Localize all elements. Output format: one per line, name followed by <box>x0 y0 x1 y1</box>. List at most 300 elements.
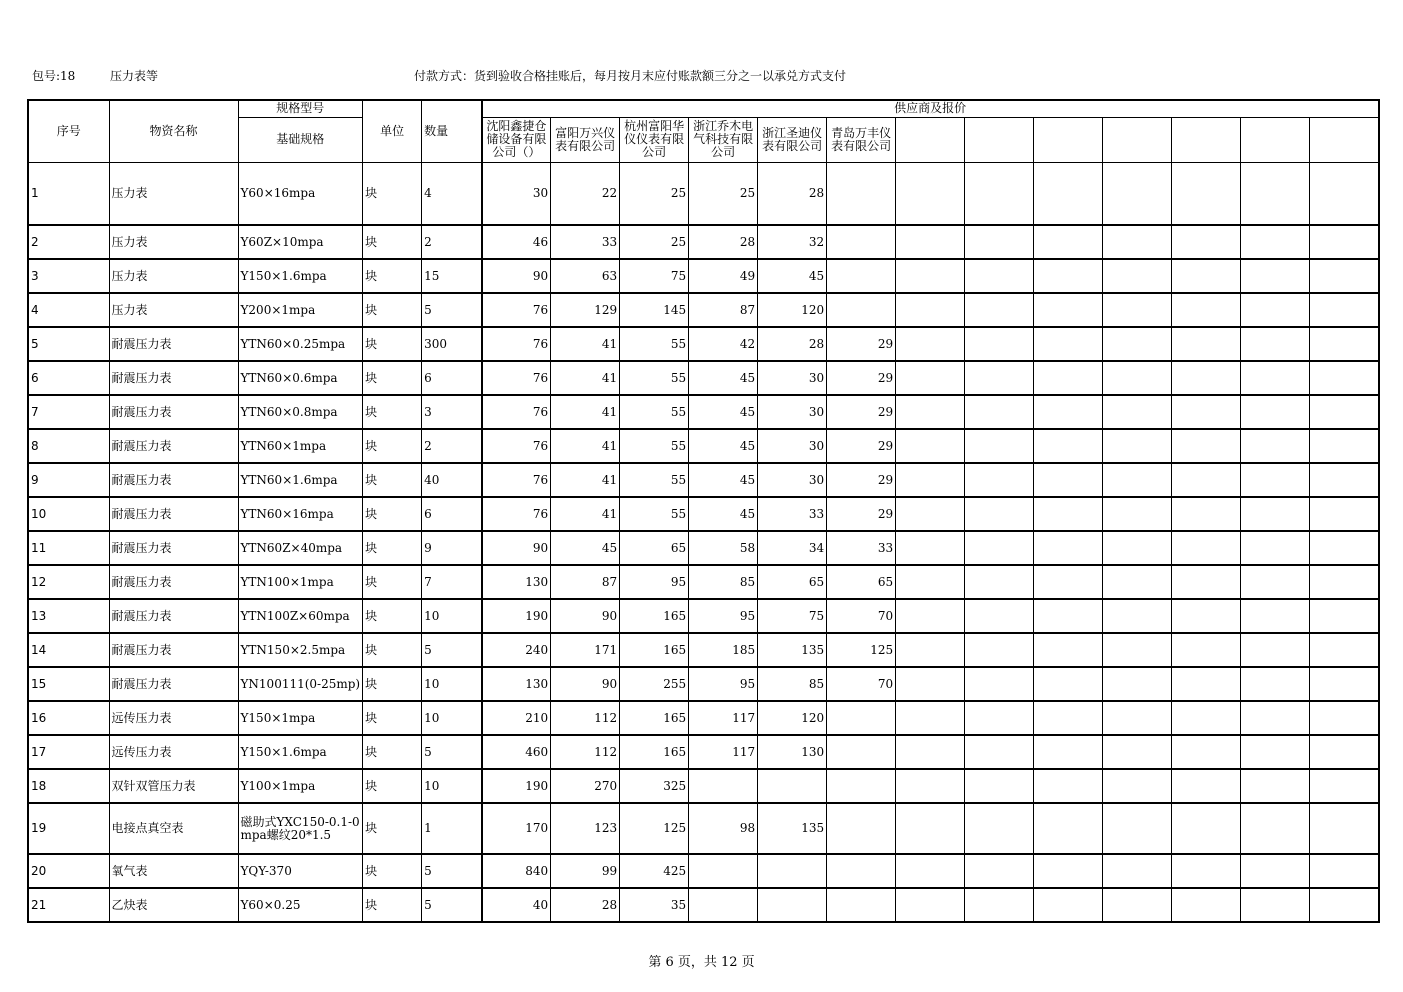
item-qty: 10 <box>422 701 482 735</box>
price-cell <box>896 395 965 429</box>
price-cell: 145 <box>620 293 689 327</box>
item-name: 耐震压力表 <box>109 531 238 565</box>
item-name: 远传压力表 <box>109 701 238 735</box>
price-cell: 112 <box>551 735 620 769</box>
price-cell <box>965 599 1034 633</box>
price-cell <box>1241 888 1310 922</box>
price-cell <box>1103 769 1172 803</box>
price-cell <box>965 395 1034 429</box>
price-cell <box>1034 327 1103 361</box>
item-spec: 磁助式YXC150-0.1-0mpa螺纹20*1.5 <box>238 803 363 854</box>
item-unit: 块 <box>363 531 422 565</box>
item-unit: 块 <box>363 735 422 769</box>
price-cell: 41 <box>551 429 620 463</box>
price-cell <box>1103 701 1172 735</box>
price-cell: 30 <box>482 162 551 225</box>
col-header-spec-group: 规格型号 <box>238 100 363 117</box>
price-cell <box>1103 225 1172 259</box>
price-cell <box>1241 497 1310 531</box>
price-cell <box>1172 769 1241 803</box>
item-qty: 4 <box>422 162 482 225</box>
price-cell <box>1241 633 1310 667</box>
price-cell <box>965 531 1034 565</box>
price-cell <box>965 463 1034 497</box>
item-qty: 6 <box>422 361 482 395</box>
row-index: 7 <box>28 395 109 429</box>
price-cell <box>1172 599 1241 633</box>
price-cell <box>827 225 896 259</box>
price-cell: 255 <box>620 667 689 701</box>
item-name: 压力表 <box>109 293 238 327</box>
table-row <box>28 361 1379 395</box>
price-cell: 41 <box>551 463 620 497</box>
item-name: 耐震压力表 <box>109 463 238 497</box>
price-cell <box>965 259 1034 293</box>
table-row <box>28 327 1379 361</box>
price-cell <box>689 888 758 922</box>
price-cell <box>1103 463 1172 497</box>
price-cell: 165 <box>620 599 689 633</box>
price-cell <box>1310 701 1379 735</box>
price-cell: 45 <box>689 429 758 463</box>
item-unit: 块 <box>363 259 422 293</box>
table-row <box>28 888 1379 922</box>
price-cell <box>1241 429 1310 463</box>
price-cell: 45 <box>689 463 758 497</box>
price-cell <box>1172 854 1241 888</box>
item-unit: 块 <box>363 162 422 225</box>
price-cell: 45 <box>689 361 758 395</box>
price-cell: 90 <box>551 667 620 701</box>
price-cell: 76 <box>482 429 551 463</box>
supplier-header <box>1310 117 1379 162</box>
price-cell: 30 <box>758 429 827 463</box>
price-cell: 90 <box>551 599 620 633</box>
price-cell: 840 <box>482 854 551 888</box>
item-qty: 2 <box>422 225 482 259</box>
row-index: 13 <box>28 599 109 633</box>
price-cell <box>1172 803 1241 854</box>
price-cell <box>896 497 965 531</box>
table-row <box>28 395 1379 429</box>
price-cell <box>965 888 1034 922</box>
price-cell <box>1310 497 1379 531</box>
price-cell <box>896 162 965 225</box>
item-unit: 块 <box>363 565 422 599</box>
item-qty: 6 <box>422 497 482 531</box>
price-cell <box>1310 854 1379 888</box>
quotation-table <box>27 99 1380 923</box>
price-cell <box>1241 361 1310 395</box>
price-cell: 40 <box>482 888 551 922</box>
row-index: 10 <box>28 497 109 531</box>
price-cell <box>1172 395 1241 429</box>
col-header-suppliers: 供应商及报价 <box>482 100 1379 117</box>
item-unit: 块 <box>363 803 422 854</box>
price-cell <box>1241 327 1310 361</box>
row-index: 6 <box>28 361 109 395</box>
price-cell: 33 <box>827 531 896 565</box>
item-qty: 2 <box>422 429 482 463</box>
table-row <box>28 769 1379 803</box>
price-cell: 165 <box>620 633 689 667</box>
price-cell <box>1103 803 1172 854</box>
price-cell <box>827 803 896 854</box>
price-cell: 185 <box>689 633 758 667</box>
package-number: 包号:18 <box>32 69 76 83</box>
price-cell <box>1103 259 1172 293</box>
table-row <box>28 463 1379 497</box>
item-name: 耐震压力表 <box>109 599 238 633</box>
price-cell <box>1103 293 1172 327</box>
row-index: 15 <box>28 667 109 701</box>
price-cell: 42 <box>689 327 758 361</box>
price-cell: 28 <box>758 162 827 225</box>
price-cell <box>965 429 1034 463</box>
price-cell <box>965 854 1034 888</box>
price-cell <box>827 293 896 327</box>
price-cell <box>1103 531 1172 565</box>
price-cell <box>965 701 1034 735</box>
price-cell <box>1103 361 1172 395</box>
price-cell <box>1172 497 1241 531</box>
page-footer: 第 6 页，共 12 页 <box>648 955 755 970</box>
item-name: 双针双管压力表 <box>109 769 238 803</box>
price-cell <box>758 854 827 888</box>
price-cell: 75 <box>620 259 689 293</box>
price-cell: 29 <box>827 497 896 531</box>
row-index: 3 <box>28 259 109 293</box>
price-cell <box>1103 327 1172 361</box>
item-unit: 块 <box>363 225 422 259</box>
table-row <box>28 633 1379 667</box>
price-cell: 55 <box>620 361 689 395</box>
price-cell: 22 <box>551 162 620 225</box>
item-unit: 块 <box>363 888 422 922</box>
price-cell: 70 <box>827 599 896 633</box>
price-cell <box>1172 888 1241 922</box>
price-cell <box>896 599 965 633</box>
price-cell <box>1172 735 1241 769</box>
price-cell: 90 <box>482 531 551 565</box>
price-cell <box>827 735 896 769</box>
price-cell <box>1103 429 1172 463</box>
table-row <box>28 803 1379 854</box>
item-unit: 块 <box>363 463 422 497</box>
table-row <box>28 565 1379 599</box>
price-cell: 28 <box>551 888 620 922</box>
item-name: 耐震压力表 <box>109 429 238 463</box>
price-cell: 34 <box>758 531 827 565</box>
item-unit: 块 <box>363 429 422 463</box>
item-unit: 块 <box>363 701 422 735</box>
item-name: 耐震压力表 <box>109 565 238 599</box>
price-cell: 135 <box>758 633 827 667</box>
price-cell <box>1034 565 1103 599</box>
price-cell: 46 <box>482 225 551 259</box>
price-cell: 55 <box>620 395 689 429</box>
item-spec: Y150×1.6mpa <box>238 735 363 769</box>
price-cell: 28 <box>758 327 827 361</box>
price-cell <box>1241 225 1310 259</box>
price-cell <box>1034 854 1103 888</box>
price-cell <box>1103 162 1172 225</box>
price-cell <box>896 667 965 701</box>
price-cell: 76 <box>482 293 551 327</box>
price-cell <box>896 769 965 803</box>
price-cell <box>1034 259 1103 293</box>
price-cell <box>1034 667 1103 701</box>
row-index: 2 <box>28 225 109 259</box>
price-cell: 125 <box>827 633 896 667</box>
price-cell <box>1310 293 1379 327</box>
price-cell: 76 <box>482 497 551 531</box>
item-unit: 块 <box>363 633 422 667</box>
price-cell <box>1241 293 1310 327</box>
item-qty: 5 <box>422 735 482 769</box>
price-cell <box>965 361 1034 395</box>
price-cell: 87 <box>551 565 620 599</box>
price-cell <box>689 769 758 803</box>
supplier-header <box>1103 117 1172 162</box>
price-cell <box>1310 565 1379 599</box>
price-cell <box>1241 565 1310 599</box>
item-unit: 块 <box>363 599 422 633</box>
price-cell: 98 <box>689 803 758 854</box>
price-cell <box>1034 497 1103 531</box>
price-cell: 87 <box>689 293 758 327</box>
price-cell: 85 <box>689 565 758 599</box>
price-cell: 165 <box>620 735 689 769</box>
price-cell <box>1241 463 1310 497</box>
price-cell: 25 <box>689 162 758 225</box>
supplier-header: 沈阳鑫捷仓储设备有限公司（） <box>482 117 551 162</box>
price-cell: 63 <box>551 259 620 293</box>
table-row <box>28 854 1379 888</box>
price-cell: 45 <box>689 497 758 531</box>
price-cell <box>965 633 1034 667</box>
item-unit: 块 <box>363 361 422 395</box>
price-cell <box>1034 293 1103 327</box>
table-row <box>28 429 1379 463</box>
item-spec: YTN100×1mpa <box>238 565 363 599</box>
price-cell <box>1034 888 1103 922</box>
table-row <box>28 293 1379 327</box>
payment-terms: 付款方式：货到验收合格挂账后，每月按月末应付账款额三分之一以承兑方式支付 <box>414 69 847 83</box>
table-row <box>28 531 1379 565</box>
price-cell <box>896 361 965 395</box>
price-cell: 130 <box>482 565 551 599</box>
price-cell: 425 <box>620 854 689 888</box>
price-cell: 171 <box>551 633 620 667</box>
price-cell <box>1310 735 1379 769</box>
price-cell <box>827 259 896 293</box>
item-name: 耐震压力表 <box>109 667 238 701</box>
price-cell <box>1103 735 1172 769</box>
item-name: 耐震压力表 <box>109 327 238 361</box>
col-header-qty: 数量 <box>422 100 482 162</box>
item-qty: 10 <box>422 667 482 701</box>
item-name: 耐震压力表 <box>109 497 238 531</box>
price-cell <box>1172 162 1241 225</box>
supplier-header: 浙江圣迪仪表有限公司 <box>758 117 827 162</box>
price-cell: 41 <box>551 327 620 361</box>
price-cell: 35 <box>620 888 689 922</box>
price-cell <box>1103 633 1172 667</box>
item-qty: 5 <box>422 633 482 667</box>
price-cell <box>1034 361 1103 395</box>
item-spec: YTN60×0.8mpa <box>238 395 363 429</box>
price-cell: 112 <box>551 701 620 735</box>
price-cell: 30 <box>758 463 827 497</box>
price-cell <box>1172 327 1241 361</box>
price-cell <box>896 463 965 497</box>
price-cell <box>965 735 1034 769</box>
col-header-name: 物资名称 <box>109 100 238 162</box>
item-qty: 10 <box>422 769 482 803</box>
price-cell <box>1172 667 1241 701</box>
price-cell <box>965 293 1034 327</box>
price-cell: 95 <box>689 599 758 633</box>
price-cell <box>965 667 1034 701</box>
row-index: 4 <box>28 293 109 327</box>
price-cell: 125 <box>620 803 689 854</box>
item-qty: 3 <box>422 395 482 429</box>
price-cell <box>1310 803 1379 854</box>
price-cell: 41 <box>551 395 620 429</box>
price-cell: 55 <box>620 463 689 497</box>
price-cell <box>965 327 1034 361</box>
price-cell <box>1034 735 1103 769</box>
price-cell <box>1172 701 1241 735</box>
price-cell: 29 <box>827 395 896 429</box>
price-cell <box>896 888 965 922</box>
price-cell <box>1241 803 1310 854</box>
table-row <box>28 599 1379 633</box>
price-cell: 130 <box>758 735 827 769</box>
item-qty: 15 <box>422 259 482 293</box>
item-spec: YQY-370 <box>238 854 363 888</box>
price-cell <box>1241 667 1310 701</box>
price-cell <box>965 497 1034 531</box>
price-cell <box>1034 395 1103 429</box>
price-cell <box>896 327 965 361</box>
item-qty: 9 <box>422 531 482 565</box>
item-spec: YTN60×16mpa <box>238 497 363 531</box>
item-qty: 5 <box>422 293 482 327</box>
row-index: 5 <box>28 327 109 361</box>
price-cell: 41 <box>551 497 620 531</box>
item-name: 耐震压力表 <box>109 361 238 395</box>
price-cell: 170 <box>482 803 551 854</box>
row-index: 16 <box>28 701 109 735</box>
price-cell <box>1310 599 1379 633</box>
item-spec: Y60Z×10mpa <box>238 225 363 259</box>
price-cell <box>1172 225 1241 259</box>
price-cell <box>1241 854 1310 888</box>
price-cell <box>1172 259 1241 293</box>
price-cell: 76 <box>482 395 551 429</box>
item-qty: 5 <box>422 888 482 922</box>
item-name: 压力表 <box>109 225 238 259</box>
price-cell <box>827 854 896 888</box>
row-index: 18 <box>28 769 109 803</box>
price-cell <box>1310 531 1379 565</box>
price-cell: 45 <box>689 395 758 429</box>
item-spec: YTN150×2.5mpa <box>238 633 363 667</box>
item-qty: 300 <box>422 327 482 361</box>
price-cell <box>1103 497 1172 531</box>
table-row <box>28 701 1379 735</box>
price-cell: 325 <box>620 769 689 803</box>
price-cell <box>1310 463 1379 497</box>
price-cell: 120 <box>758 293 827 327</box>
item-spec: Y60×16mpa <box>238 162 363 225</box>
price-cell <box>1241 259 1310 293</box>
price-cell <box>1241 735 1310 769</box>
item-spec: YTN60Z×40mpa <box>238 531 363 565</box>
item-spec: Y200×1mpa <box>238 293 363 327</box>
item-unit: 块 <box>363 293 422 327</box>
row-index: 19 <box>28 803 109 854</box>
item-name: 氧气表 <box>109 854 238 888</box>
item-spec: Y60×0.25 <box>238 888 363 922</box>
price-cell: 33 <box>551 225 620 259</box>
price-cell <box>896 633 965 667</box>
row-index: 12 <box>28 565 109 599</box>
item-unit: 块 <box>363 327 422 361</box>
price-cell <box>1241 395 1310 429</box>
table-row <box>28 667 1379 701</box>
item-unit: 块 <box>363 854 422 888</box>
supplier-header <box>1241 117 1310 162</box>
price-cell: 29 <box>827 327 896 361</box>
price-cell: 65 <box>827 565 896 599</box>
price-cell: 33 <box>758 497 827 531</box>
price-cell <box>1034 531 1103 565</box>
price-cell <box>827 701 896 735</box>
row-index: 14 <box>28 633 109 667</box>
price-cell <box>965 162 1034 225</box>
price-cell <box>1034 769 1103 803</box>
price-cell: 28 <box>689 225 758 259</box>
price-cell: 41 <box>551 361 620 395</box>
price-cell <box>965 769 1034 803</box>
price-cell: 90 <box>482 259 551 293</box>
price-cell <box>1034 162 1103 225</box>
price-cell <box>1034 803 1103 854</box>
col-header-unit: 单位 <box>363 100 422 162</box>
supplier-header: 杭州富阳华仪仪表有限公司 <box>620 117 689 162</box>
row-index: 1 <box>28 162 109 225</box>
item-qty: 7 <box>422 565 482 599</box>
price-cell <box>1310 327 1379 361</box>
item-spec: Y100×1mpa <box>238 769 363 803</box>
price-cell <box>1034 701 1103 735</box>
supplier-header: 富阳万兴仪表有限公司 <box>551 117 620 162</box>
item-spec: Y150×1.6mpa <box>238 259 363 293</box>
item-qty: 5 <box>422 854 482 888</box>
table-row <box>28 259 1379 293</box>
price-cell <box>896 701 965 735</box>
supplier-header <box>896 117 965 162</box>
table-row <box>28 225 1379 259</box>
price-cell <box>1241 701 1310 735</box>
price-cell: 117 <box>689 701 758 735</box>
price-cell <box>896 735 965 769</box>
price-cell: 240 <box>482 633 551 667</box>
item-qty: 40 <box>422 463 482 497</box>
